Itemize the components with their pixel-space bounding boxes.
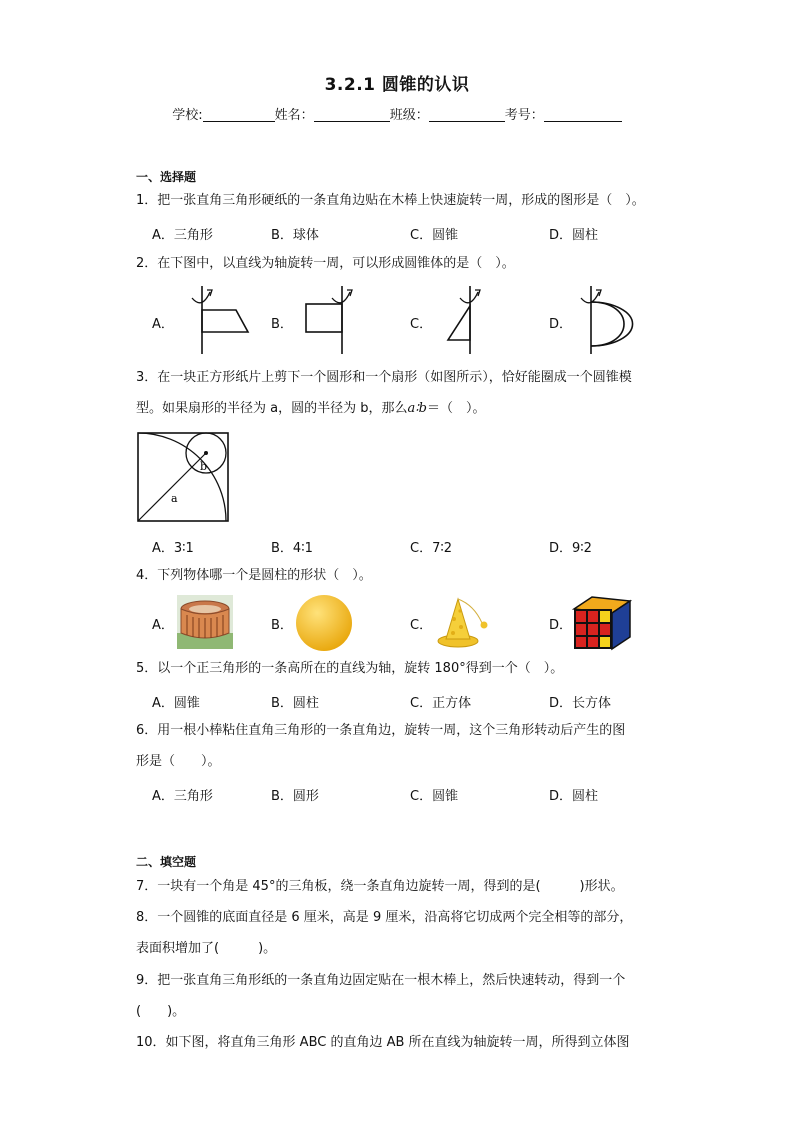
- page-title: 3.2.1 圆锥的认识: [324, 75, 470, 95]
- question-6-line-1: 6．用一根小棒粘住直角三角形的一条直角边，旋转一周，这个三角形转动后产生的图: [136, 723, 626, 738]
- question-8-line-2: 表面积增加了( )。: [136, 941, 277, 956]
- q6-option-c[interactable]: C．圆锥: [410, 789, 459, 804]
- q3-ratio-expression: a∶b: [407, 401, 427, 416]
- q3-label-b: b: [200, 460, 208, 473]
- q5-option-d[interactable]: D．长方体: [549, 696, 612, 711]
- number-blank[interactable]: [544, 107, 622, 122]
- section-fill-heading: 二、填空题: [136, 855, 197, 869]
- question-1: 1．把一张直角三角形硬纸的一条直角边贴在木棒上快速旋转一周，形成的图形是（ ）。: [136, 193, 645, 208]
- class-blank[interactable]: [429, 107, 505, 122]
- q6-option-d[interactable]: D．圆柱: [549, 789, 599, 804]
- q2-figure-c-triangle-axis: [440, 284, 500, 356]
- q3-square-sector-circle-figure: [137, 432, 231, 524]
- ball-icon: [294, 593, 354, 653]
- q1-option-a[interactable]: A．三角形: [152, 228, 213, 243]
- question-3-line-2: [136, 401, 485, 417]
- name-label: 姓名：: [274, 108, 314, 123]
- q2-option-d[interactable]: D．: [549, 317, 573, 332]
- student-info-line: [0, 104, 794, 123]
- name-blank[interactable]: [314, 107, 390, 122]
- q3-option-c[interactable]: C．7∶2: [410, 541, 453, 556]
- q3-option-a[interactable]: A．3∶1: [152, 541, 194, 556]
- q1-option-c[interactable]: C．圆锥: [410, 228, 459, 243]
- q3-line2-post: ＝（ ）。: [426, 401, 486, 416]
- q4-option-a[interactable]: A．: [152, 618, 174, 633]
- question-8-line-1: 8．一个圆锥的底面直径是 6 厘米，高是 9 厘米，沿高将它切成两个完全相等的部分，: [136, 910, 633, 925]
- q3-line2-pre: 型。如果扇形的半径为 a，圆的半径为 b，那么: [136, 401, 408, 416]
- question-7: 7．一块有一个角是 45°的三角板，绕一条直角边旋转一周，得到的是( )形状。: [136, 879, 624, 894]
- question-3-line-1: 3．在一块正方形纸片上剪下一个圆形和一个扇形（如图所示），恰好能圈成一个圆锥模: [136, 370, 632, 385]
- q2-figure-b-rectangle-axis: [302, 284, 362, 356]
- q1-option-d[interactable]: D．圆柱: [549, 228, 599, 243]
- question-5: 5．以一个正三角形的一条高所在的直线为轴，旋转 180°得到一个（ ）。: [136, 661, 564, 676]
- q5-option-b[interactable]: B．圆柱: [271, 696, 319, 711]
- q2-figure-d-semicircle-axis: [575, 284, 635, 356]
- q6-option-b[interactable]: B．圆形: [271, 789, 319, 804]
- q2-option-c[interactable]: C．: [410, 317, 433, 332]
- question-4: 4．下列物体哪一个是圆柱的形状（ ）。: [136, 568, 372, 583]
- q6-option-a[interactable]: A．三角形: [152, 789, 213, 804]
- q2-figure-a-trapezoid-axis: [180, 284, 250, 356]
- q4-option-c[interactable]: C．: [410, 618, 433, 633]
- section-choice-heading: 一、选择题: [136, 170, 197, 184]
- q3-option-d[interactable]: D．9∶2: [549, 541, 592, 556]
- question-6-line-2: 形是（ ）。: [136, 754, 221, 769]
- school-blank[interactable]: [203, 107, 275, 122]
- question-10-line-1: 10．如下图，将直角三角形 ABC 的直角边 AB 所在直线为轴旋转一周，所得到立体图: [136, 1035, 630, 1050]
- number-label: 考号：: [504, 108, 544, 123]
- class-label: 班级：: [389, 108, 429, 123]
- q5-option-a[interactable]: A．圆锥: [152, 696, 200, 711]
- question-9-line-2: ( )。: [136, 1004, 186, 1019]
- q2-option-b[interactable]: B．: [271, 317, 293, 332]
- q3-option-b[interactable]: B．4∶1: [271, 541, 313, 556]
- question-2: 2．在下图中，以直线为轴旋转一周，可以形成圆锥体的是（ ）。: [136, 256, 515, 271]
- party-hat-icon: [434, 595, 492, 651]
- q2-option-a[interactable]: A．: [152, 317, 174, 332]
- school-label: 学校:: [172, 108, 203, 123]
- question-9-line-1: 9．把一张直角三角形纸的一条直角边固定贴在一根木棒上，然后快速转动，得到一个: [136, 973, 626, 988]
- q3-label-a: a: [171, 492, 178, 505]
- q4-option-b[interactable]: B．: [271, 618, 293, 633]
- cube-icon: [572, 595, 632, 651]
- q5-option-c[interactable]: C．正方体: [410, 696, 472, 711]
- stadium-icon: [177, 595, 233, 649]
- q4-option-d[interactable]: D．: [549, 618, 573, 633]
- q1-option-b[interactable]: B．球体: [271, 228, 319, 243]
